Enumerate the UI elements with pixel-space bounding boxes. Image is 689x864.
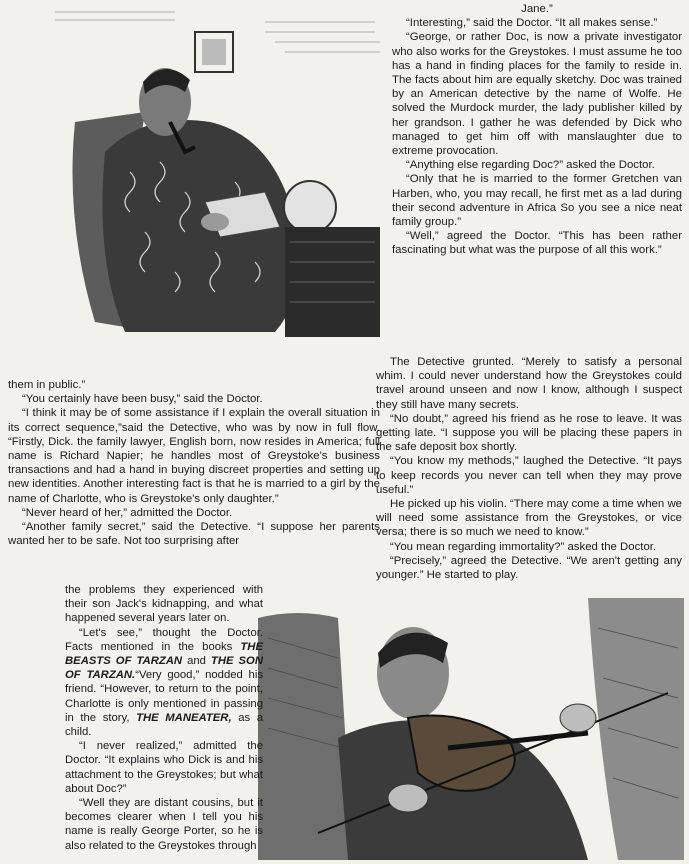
text-run: “Very good,” nodded his friend. “However, to return to the point, Charlotte is only mentioned in passing in the story, [65,669,264,724]
paragraph: “Anything else regarding Doc?” asked the Doctor. [406,159,655,172]
paragraph: “Interesting,” said the Doctor. “It all makes sense.” [406,17,658,30]
paragraph: Jane.” [521,3,553,15]
paragraph: “Precisely,” agreed the Detective. “We aren't getting any younger.” He started to play. [376,554,682,582]
paragraph: “Another family secret,” said the Detective. “I suppose her parents wanted her to be safe. Not too surprising after [8,521,380,548]
paragraph: “I think it may be of some assistance if I explain the overall situation in its correct sequence,”said the Detective, who was by now in full flow. “Firstly, Dick. the family lawyer, English born, now resides in America; full name is Richard Napier; he handles most of Greystoke's business transactions and had a hand in buying discreet properties and setting up new identities. Another interesting fact is that he is married to a girl by the name of Charlotte, who is Greystoke's only daughter.” [8,407,380,505]
paragraph: “Never heard of her,” admitted the Doctor. [22,506,233,519]
paragraph: “Well they are distant cousins, but it becomes clearer when I tell you his name is really George Porter, so he is also related to the Greystokes through [65,797,263,852]
paragraph: “Only that he is married to the former Gretchen van Harben, who, you may recall, he first met as a lad during their second adventure in Africa So you see a nice neat family group.” [392,173,682,229]
paragraph: “I never realized,” admitted the Doctor. “It explains who Dick is and his attachment to the Greystokes; but what about Doc?” [65,740,263,795]
left-column-narrow [65,583,263,853]
left-column-main [8,378,380,548]
right-column-lower [376,355,682,582]
paragraph: “No doubt,” agreed his friend as he rose to leave. It was getting late. “I suppose you will be placing these papers in the safe deposit box shortly. [376,412,682,454]
book-title: THE SON OF TARZAN. [65,655,263,682]
book-title: THE BEASTS OF TARZAN [65,640,263,668]
text-run: and [182,655,211,668]
text-run: “Let's see,” thought the Doctor. Facts mentioned in the books [65,626,263,653]
paragraph [65,626,263,740]
paragraph: them in public.” [8,379,86,391]
illustration-reading-man [35,2,387,352]
right-column-top [392,2,682,258]
illustration-violin-player [258,598,684,860]
paragraph: “George, or rather Doc, is now a private investigator who also works for the Greystokes. I must assume he too has a hand in finding places for the family to reside in. The facts about him are equally sketchy. Doc was trained by an American detective by the name of Wolfe. He solved the Murdock murder, the lady publisher killed by her grandson. I gather he was defended by Dick who managed to get him off with manslaughter due to extreme provocation. [392,31,682,158]
paragraph: “You mean regarding immortality?” asked the Doctor. [390,540,657,553]
paragraph: “Well,” agreed the Doctor. “This has been rather fascinating but what was the purpose of all this work.” [392,230,682,257]
paragraph: The Detective grunted. “Merely to satisfy a personal whim. I could never understand how the Greystokes could travel around unseen and now I know, although I suspect they still have many secrets. [376,356,682,411]
book-title: THE MANEATER, [136,711,232,724]
paragraph: “You certainly have been busy,” said the Doctor. [22,393,263,406]
paragraph: the problems they experienced with their son Jack's kidnapping, and what happened several years later on. [65,584,263,625]
text-run: as a child. [65,711,264,739]
paragraph: “You know my methods,” laughed the Detective. “It pays to keep records you never can tell when they may prove useful.” [376,455,682,496]
paragraph: He picked up his violin. “There may come a time when we will need some assistance from the Greystokes, or vice versa; there is so much we need to know.” [376,498,682,539]
